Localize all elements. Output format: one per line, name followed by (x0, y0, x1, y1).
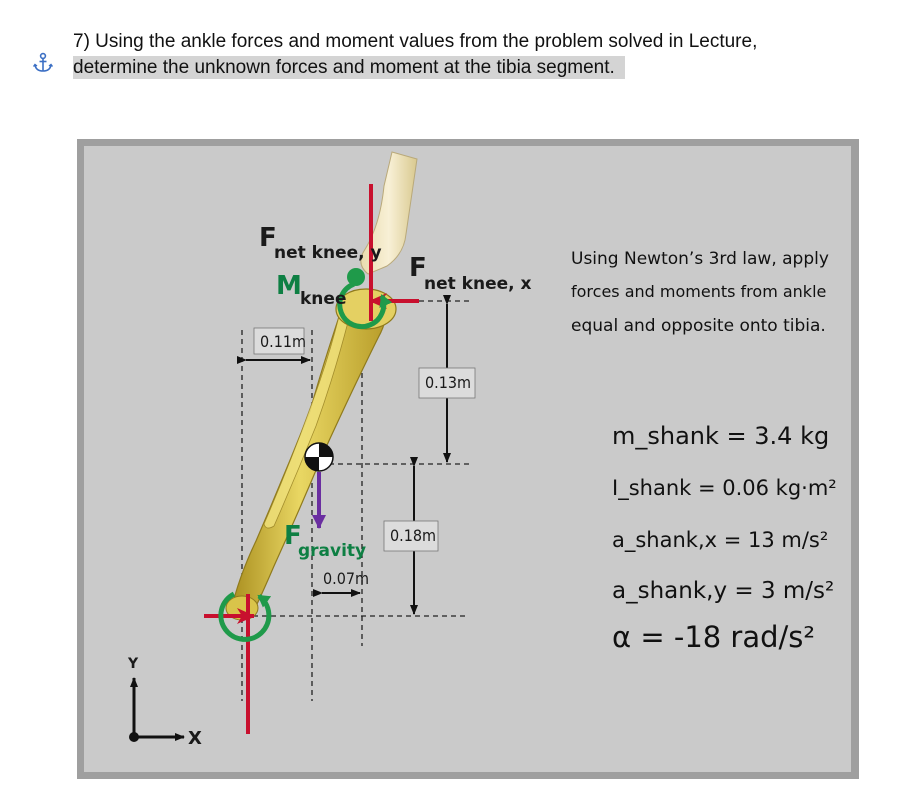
label-f-net-knee-y (259, 223, 382, 263)
param-alpha: α = -18 rad/s² (612, 620, 816, 654)
axis-x-label: X (188, 728, 202, 749)
svg-text:F: F (259, 223, 277, 253)
diagram-canvas (84, 146, 851, 772)
svg-text:F: F (284, 521, 302, 551)
tibia-free-body-diagram-figure (77, 139, 859, 779)
label-f-net-knee-x (409, 253, 532, 294)
svg-text:gravity: gravity (298, 541, 367, 561)
anchor-icon[interactable] (32, 52, 54, 74)
coordinate-axes (127, 656, 202, 749)
question-line-2-highlighted (73, 56, 625, 79)
svg-text:equal and opposite onto tibia.: equal and opposite onto tibia. (571, 316, 826, 336)
question-line-2: determine the unknown forces and moment at the tibia segment. (73, 57, 615, 78)
figure-panel (84, 146, 851, 772)
svg-text:Using Newton’s 3rd law, apply: Using Newton’s 3rd law, apply (571, 249, 829, 269)
axis-y-label: Y (128, 656, 139, 672)
param-a-shank-y: a_shank,y = 3 m/s² (612, 578, 835, 604)
label-m-knee (276, 271, 346, 309)
dimension-box-0-18m (384, 521, 438, 551)
param-m-shank: m_shank = 3.4 kg (612, 422, 830, 450)
explanation-text (571, 249, 829, 336)
svg-text:net knee, x: net knee, x (424, 274, 532, 294)
question-line-1: 7) Using the ankle forces and moment values from the problem solved in Lecture, (73, 31, 758, 52)
center-of-mass-icon (305, 443, 333, 471)
svg-text:0.13m: 0.13m (425, 373, 472, 392)
dimension-box-0-13m (419, 368, 475, 398)
svg-text:M: M (276, 271, 302, 301)
shank-parameters (612, 422, 837, 654)
svg-text:0.18m: 0.18m (390, 526, 437, 545)
dimension-label-0-07m: 0.07m (323, 569, 370, 588)
param-i-shank: I_shank = 0.06 kg·m² (612, 476, 837, 500)
label-f-gravity (284, 521, 366, 561)
dimension-box-0-11m (254, 328, 306, 354)
param-a-shank-x: a_shank,x = 13 m/s² (612, 528, 829, 552)
svg-text:knee: knee (300, 289, 347, 309)
svg-text:F: F (409, 253, 427, 283)
svg-text:net knee, y: net knee, y (274, 243, 382, 263)
svg-text:forces and moments from ankle: forces and moments from ankle (571, 282, 827, 301)
svg-text:0.11m: 0.11m (260, 332, 307, 351)
